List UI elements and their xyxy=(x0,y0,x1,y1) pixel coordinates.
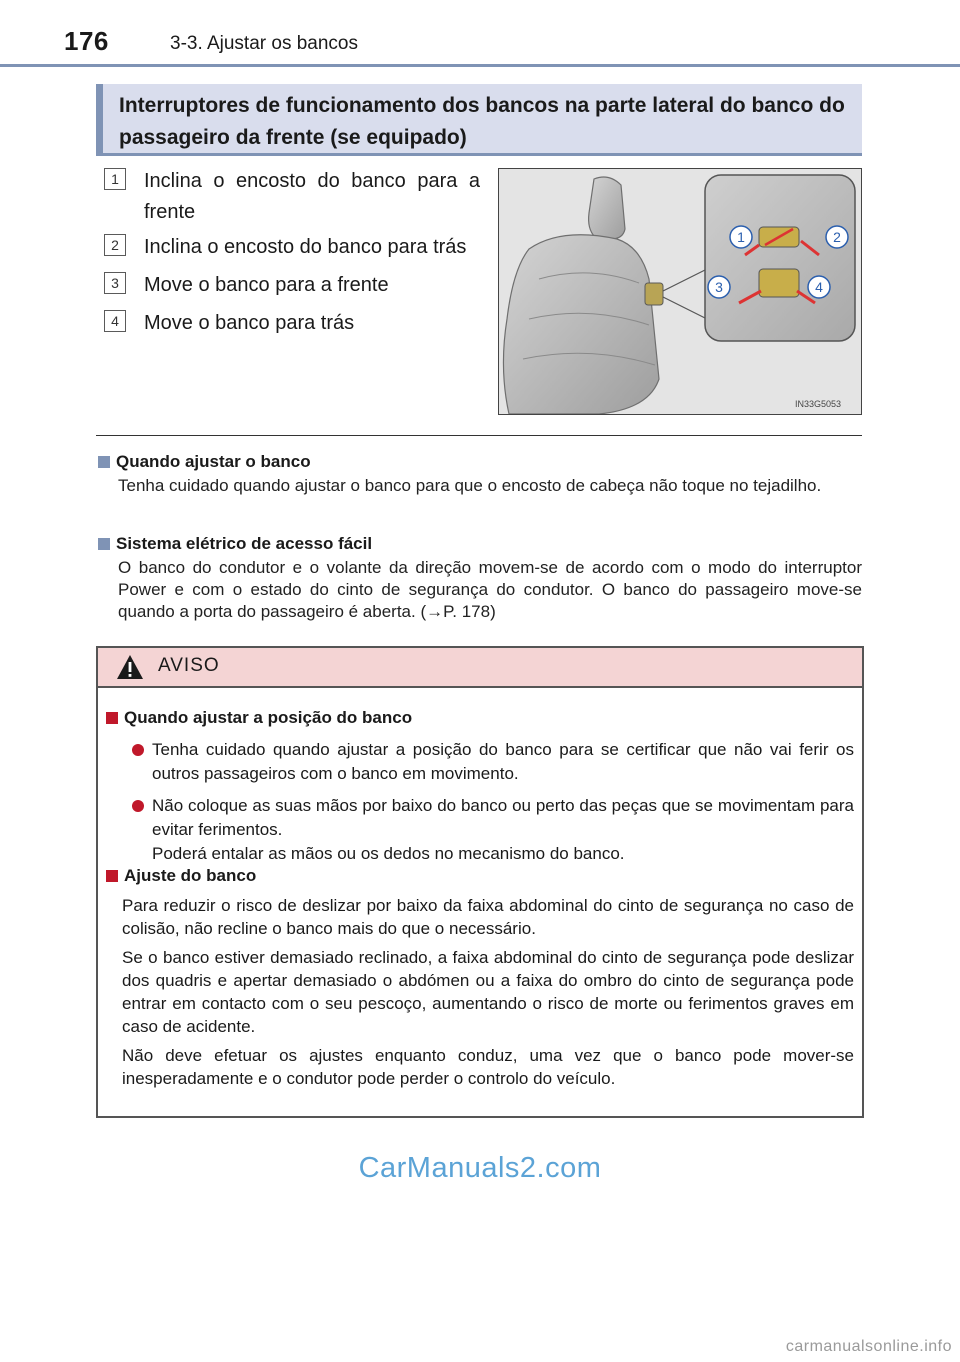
step-text: Inclina o encosto do banco para a frente xyxy=(144,170,480,223)
note-title: Quando ajustar o banco xyxy=(116,452,311,471)
step-text: Inclina o encosto do banco para trás xyxy=(144,236,467,258)
divider xyxy=(96,435,862,436)
warning-bullet-text: Tenha cuidado quando ajustar a posição do banco para se certificar que não vai ferir os outros passageiros com o banco em movimento. xyxy=(152,740,854,783)
seat-switch-illustration xyxy=(498,168,862,415)
square-bullet-icon xyxy=(106,870,118,882)
warning-section-title: Ajuste do banco xyxy=(124,866,257,885)
note-body: O banco do condutor e o volante da direção movem-se de acordo com o modo do interruptor Power e com o estado do cinto de segurança do condutor. O banco do passageiro move-se quando a porta do passageiro é aberta. (→P. 178) xyxy=(118,558,862,621)
switch-panel-icon xyxy=(705,175,855,341)
header-rule xyxy=(0,64,960,67)
watermark-carmanuals2: CarManuals2.com xyxy=(358,1152,602,1184)
section-title: Interruptores de funcionamento dos bancos na parte lateral do banco do passageiro da frente (se equipado) xyxy=(119,94,845,149)
square-bullet-icon xyxy=(98,456,110,468)
section-heading-box xyxy=(96,84,862,156)
warning-bullet xyxy=(132,738,854,786)
note-easy-access xyxy=(96,531,862,623)
note-title: Sistema elétrico de acesso fácil xyxy=(116,534,373,553)
step-text: Move o banco para trás xyxy=(144,312,355,334)
note-body: Tenha cuidado quando ajustar o banco para que o encosto de cabeça não toque no tejadilho. xyxy=(118,476,822,495)
warning-bullet-text: Poderá entalar as mãos ou os dedos no mecanismo do banco. xyxy=(152,844,625,863)
round-bullet-icon xyxy=(132,800,144,812)
square-bullet-icon xyxy=(98,538,110,550)
warning-title: AVISO xyxy=(158,655,220,676)
page-header xyxy=(0,0,960,66)
square-bullet-icon xyxy=(106,712,118,724)
warning-section-heading xyxy=(106,706,854,730)
watermark-carmanualsonline: carmanualsonline.info xyxy=(785,1338,952,1355)
seat-illustration-svg xyxy=(499,169,861,414)
step-number: 4 xyxy=(104,310,126,332)
figure-code: IN33G5053 xyxy=(795,399,842,409)
callout-2: 2 xyxy=(833,229,841,245)
warning-header xyxy=(98,648,862,688)
round-bullet-icon xyxy=(132,744,144,756)
callout-1: 1 xyxy=(737,229,745,245)
note-adjust-seat xyxy=(96,449,862,497)
warning-section-title: Quando ajustar a posição do banco xyxy=(124,708,413,727)
warning-bullet-text: Não coloque as suas mãos por baixo do banco ou perto das peças que se movimentam para evitar ferimentos. xyxy=(152,796,854,839)
warning-bullet xyxy=(132,794,854,866)
warning-section-heading xyxy=(106,864,854,888)
callout-3: 3 xyxy=(715,279,723,295)
warning-section-position xyxy=(106,706,854,866)
warning-paragraph: Não deve efetuar os ajustes enquanto conduz, uma vez que o banco pode mover-se inesperadamente e o condutor pode perder o controlo do veículo. xyxy=(122,1046,854,1088)
callout-4: 4 xyxy=(815,279,823,295)
warning-paragraph: Para reduzir o risco de deslizar por baixo da faixa abdominal do cinto de segurança no caso de colisão, não recline o banco mais do que o necessário. xyxy=(122,896,854,938)
step-text: Move o banco para a frente xyxy=(144,274,389,296)
page-number: 176 xyxy=(64,26,109,56)
step-number: 1 xyxy=(104,168,126,190)
chapter-title: 3-3. Ajustar os bancos xyxy=(170,33,358,54)
note-heading xyxy=(96,531,862,557)
warning-triangle-icon xyxy=(116,654,144,680)
warning-section-seat-adjust xyxy=(106,864,854,1090)
step-number: 2 xyxy=(104,234,126,256)
note-heading xyxy=(96,449,862,475)
step-number: 3 xyxy=(104,272,126,294)
warning-paragraph: Se o banco estiver demasiado reclinado, a faixa abdominal do cinto de segurança pode deslizar dos quadris e apertar demasiado o abdómen ou a faixa do ombro do cinto de segurança pode entrar em contacto com o seu pescoço, aumentando o risco de morte ou ferimentos graves em caso de acidente. xyxy=(122,948,854,1036)
